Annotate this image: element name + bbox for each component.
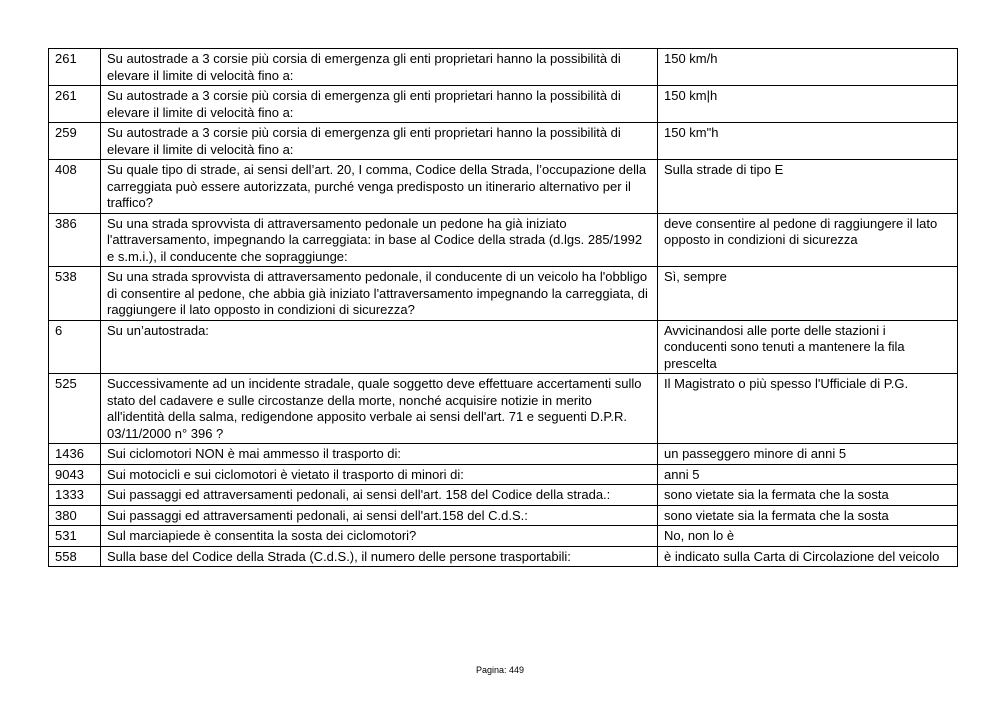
answer-text-cell: sono vietate sia la fermata che la sosta <box>658 485 958 506</box>
question-text-cell: Sul marciapiede è consentita la sosta dei ciclomotori? <box>101 526 658 547</box>
question-text-cell: Sui ciclomotori NON è mai ammesso il trasporto di: <box>101 444 658 465</box>
question-id-cell: 538 <box>49 267 101 321</box>
question-id-cell: 6 <box>49 320 101 374</box>
table-row <box>49 213 958 267</box>
answer-text-cell: 150 km/h <box>658 49 958 86</box>
question-text-cell: Su autostrade a 3 corsie più corsia di emergenza gli enti proprietari hanno la possibilità di elevare il limite di velocità fino a: <box>101 86 658 123</box>
question-text-cell: Su un’autostrada: <box>101 320 658 374</box>
answer-text-cell: deve consentire al pedone di raggiungere il lato opposto in condizioni di sicurezza <box>658 213 958 267</box>
page-number: Pagina: 449 <box>475 665 525 675</box>
question-id-cell: 259 <box>49 123 101 160</box>
question-text-cell: Su una strada sprovvista di attraversamento pedonale un pedone ha già iniziato l'attraversamento, impegnando la carreggiata: in base al Codice della strada (d.lgs. 285/1992 e s.m.i.), il conducente che sopraggiunge: <box>101 213 658 267</box>
table-row <box>49 374 958 444</box>
question-text-cell: Sulla base del Codice della Strada (C.d.S.), il numero delle persone trasportabili: <box>101 546 658 567</box>
question-text-cell: Successivamente ad un incidente stradale, quale soggetto deve effettuare accertamenti sullo stato del cadavere e sulle circostanze della morte, nonché acquisire notizie in merito all'identità della salma, redigendone apposito verbale ai sensi dell'art. 71 e seguenti D.P.R. 03/11/2000 n° 396 ? <box>101 374 658 444</box>
questions-table-body <box>49 49 958 567</box>
question-id-cell: 386 <box>49 213 101 267</box>
table-row <box>49 464 958 485</box>
question-id-cell: 558 <box>49 546 101 567</box>
question-text-cell: Sui motocicli e sui ciclomotori è vietato il trasporto di minori di: <box>101 464 658 485</box>
question-id-cell: 408 <box>49 160 101 214</box>
answer-text-cell: Avvicinandosi alle porte delle stazioni i conducenti sono tenuti a mantenere la fila prescelta <box>658 320 958 374</box>
question-text-cell: Sui passaggi ed attraversamenti pedonali, ai sensi dell'art. 158 del Codice della strada.: <box>101 485 658 506</box>
table-row <box>49 86 958 123</box>
answer-text-cell: No, non lo è <box>658 526 958 547</box>
question-id-cell: 380 <box>49 505 101 526</box>
answer-text-cell: Sulla strade di tipo E <box>658 160 958 214</box>
question-text-cell: Su quale tipo di strade, ai sensi dell’art. 20, I comma, Codice della Strada, l’occupazione della carreggiata può essere autorizzata, purché venga predisposto un itinerario alternativo per il traffico? <box>101 160 658 214</box>
table-row <box>49 526 958 547</box>
answer-text-cell: Sì, sempre <box>658 267 958 321</box>
question-id-cell: 261 <box>49 86 101 123</box>
answer-text-cell: 150 km|h <box>658 86 958 123</box>
question-id-cell: 1333 <box>49 485 101 506</box>
table-row <box>49 267 958 321</box>
table-row <box>49 49 958 86</box>
table-row <box>49 444 958 465</box>
table-row <box>49 123 958 160</box>
table-row <box>49 485 958 506</box>
question-id-cell: 531 <box>49 526 101 547</box>
questions-table <box>48 48 958 567</box>
question-id-cell: 261 <box>49 49 101 86</box>
question-id-cell: 525 <box>49 374 101 444</box>
table-row <box>49 546 958 567</box>
answer-text-cell: Il Magistrato o più spesso l'Ufficiale di P.G. <box>658 374 958 444</box>
question-text-cell: Su autostrade a 3 corsie più corsia di emergenza gli enti proprietari hanno la possibilità di elevare il limite di velocità fino a: <box>101 123 658 160</box>
table-row <box>49 505 958 526</box>
answer-text-cell: un passeggero minore di anni 5 <box>658 444 958 465</box>
question-text-cell: Su autostrade a 3 corsie più corsia di emergenza gli enti proprietari hanno la possibilità di elevare il limite di velocità fino a: <box>101 49 658 86</box>
question-id-cell: 1436 <box>49 444 101 465</box>
question-id-cell: 9043 <box>49 464 101 485</box>
answer-text-cell: è indicato sulla Carta di Circolazione del veicolo <box>658 546 958 567</box>
answer-text-cell: sono vietate sia la fermata che la sosta <box>658 505 958 526</box>
table-row <box>49 320 958 374</box>
question-text-cell: Sui passaggi ed attraversamenti pedonali, ai sensi dell'art.158 del C.d.S.: <box>101 505 658 526</box>
answer-text-cell: anni 5 <box>658 464 958 485</box>
table-row <box>49 160 958 214</box>
question-text-cell: Su una strada sprovvista di attraversamento pedonale, il conducente di un veicolo ha l'obbligo di consentire al pedone, che abbia già iniziato l'attraversamento impegnando la carreggiata, di raggiungere il lato opposto in condizioni di sicurezza? <box>101 267 658 321</box>
answer-text-cell: 150 km"h <box>658 123 958 160</box>
